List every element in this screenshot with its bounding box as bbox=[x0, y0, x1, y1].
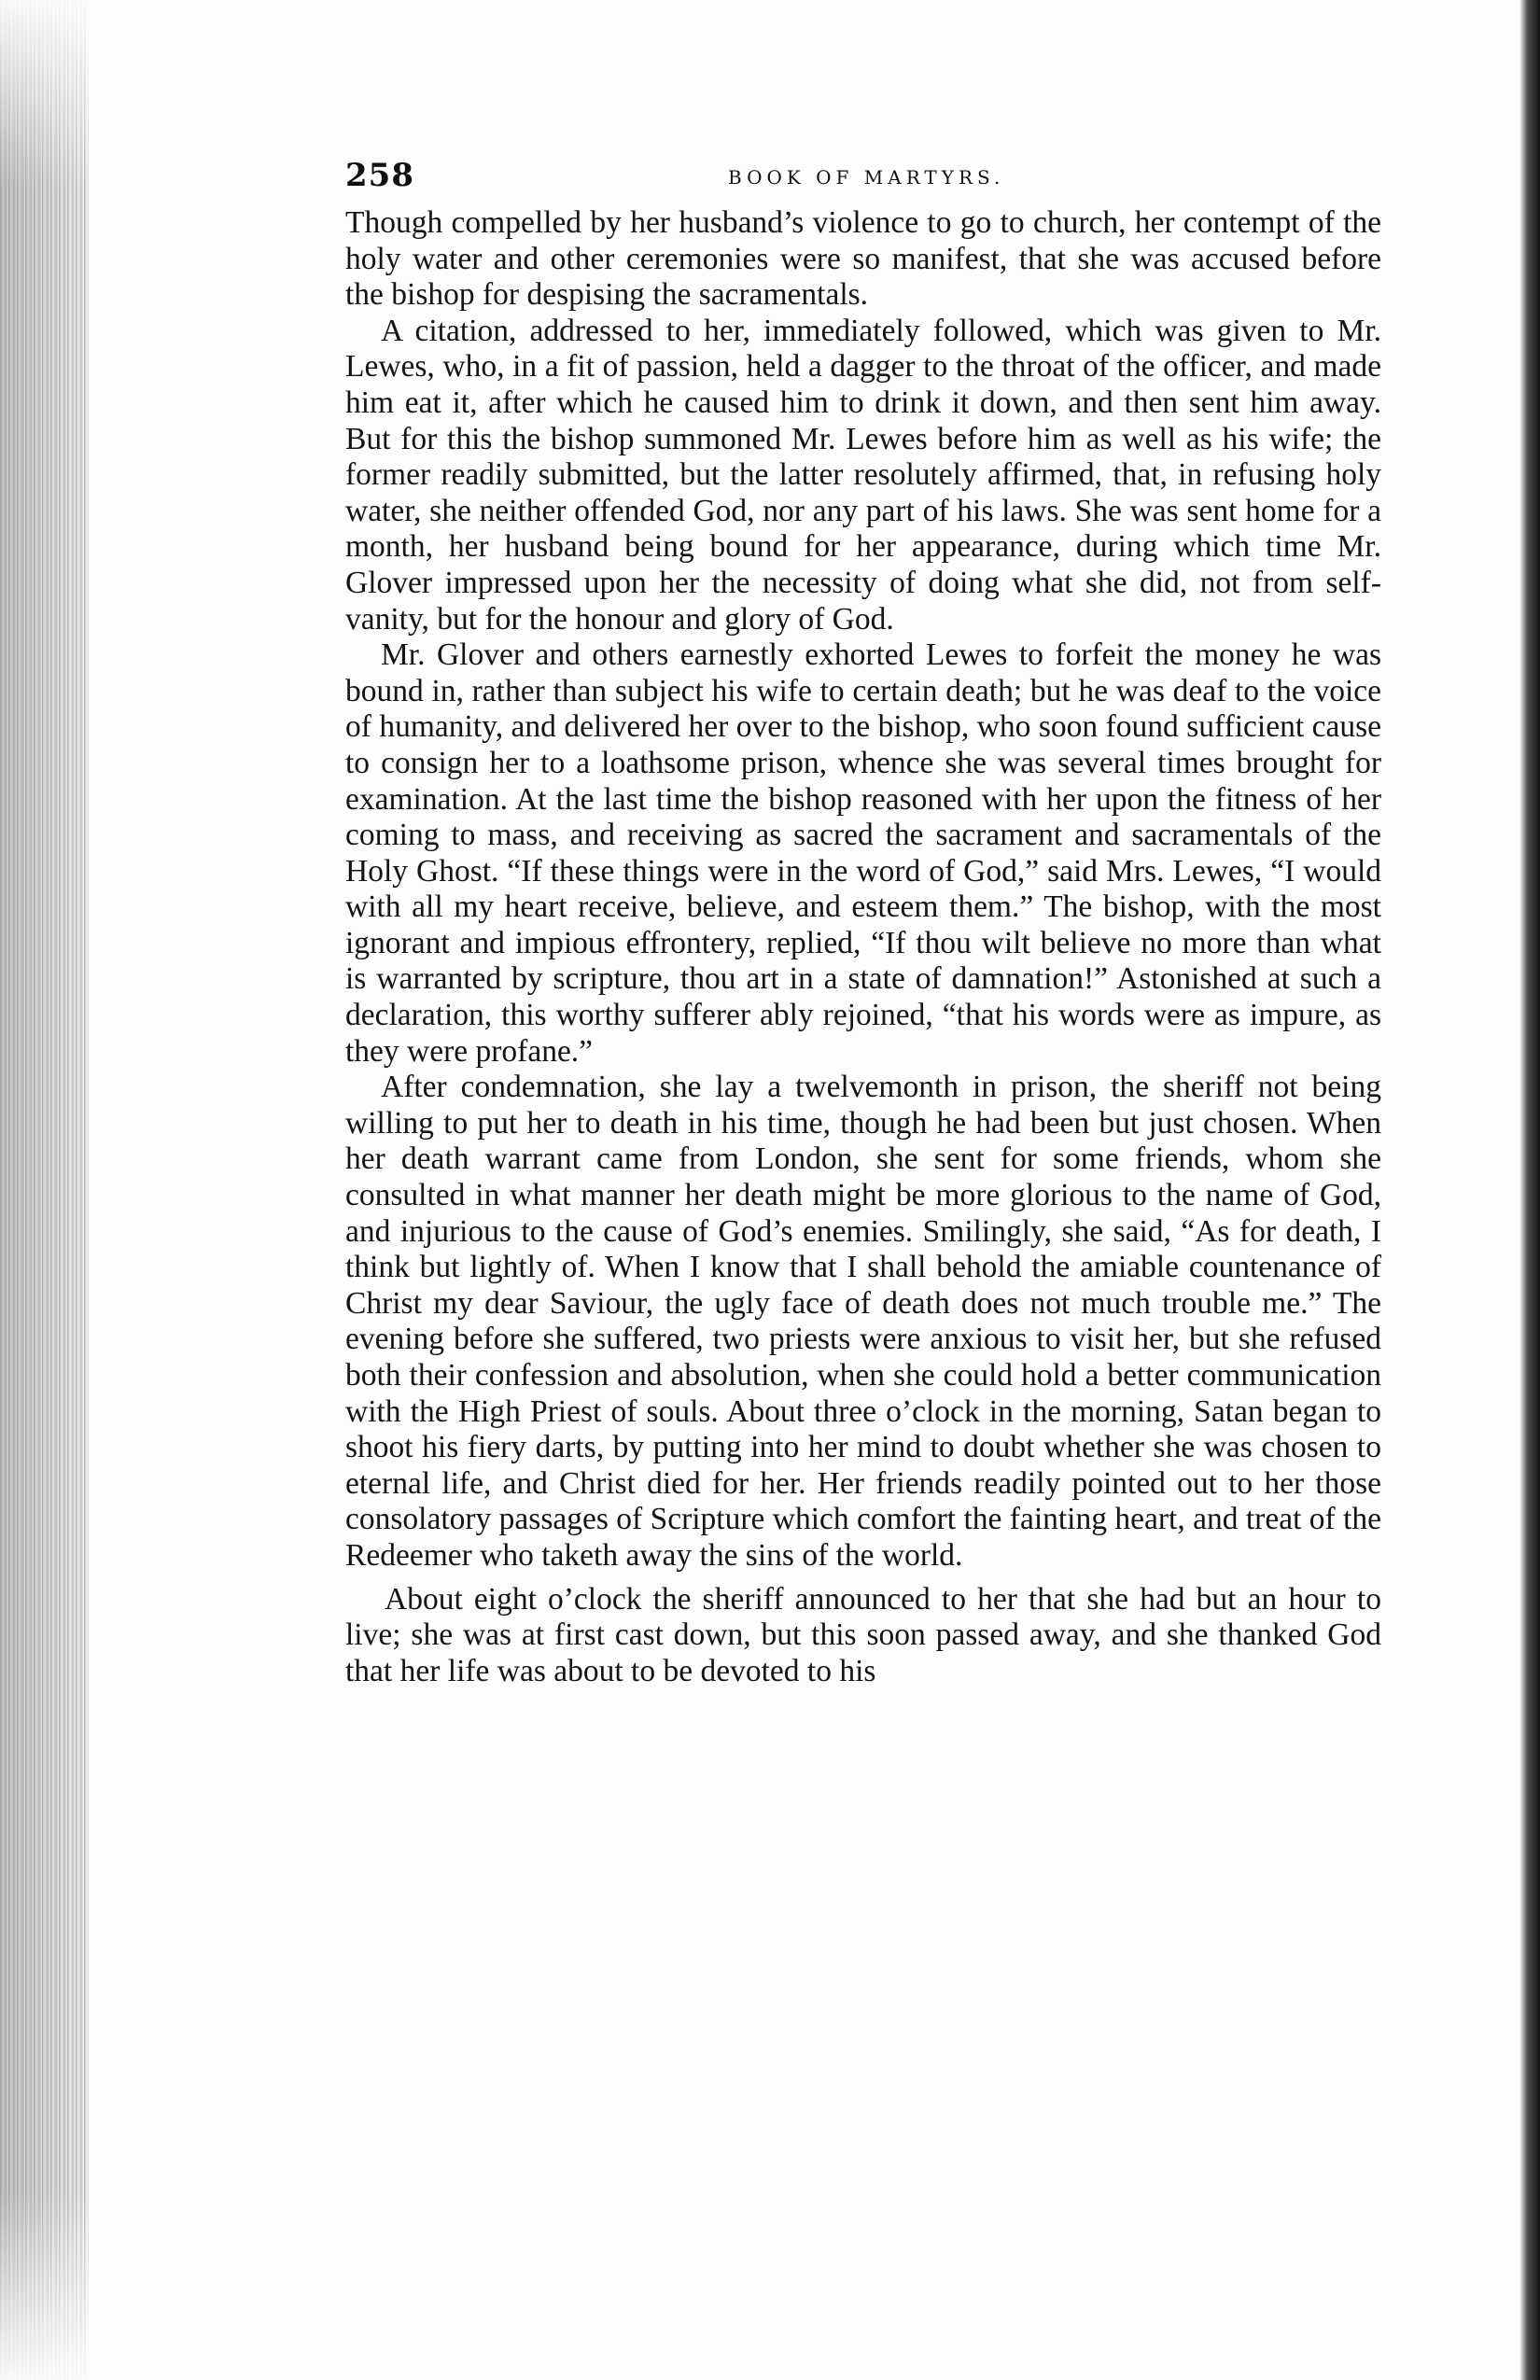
page-edge-shadow bbox=[1519, 0, 1540, 2380]
paragraph: Though compelled by her husband’s violence to go to church, her contempt of the holy water and other ceremonies were so manifest, that she was accused before the bishop for despising the sacramentals. bbox=[345, 205, 1381, 313]
page-number: 258 bbox=[345, 157, 414, 194]
paragraph: After condemnation, she lay a twelvemonth in prison, the sheriff not being willing to put her to death in his time, though he had been but just chosen. When her death warrant came from London, she sent for some friends, whom she consulted in what manner her death might be more glorious to the name of God, and injurious to the cause of God’s enemies. Smilingly, she said, “As for death, I think but lightly of. When I know that I shall behold the amiable countenance of Christ my dear Saviour, the ugly face of death does not much trouble me.” The evening before she suffered, two priests were anxious to visit her, but she refused both their confession and absolution, when she could hold a better communication with the High Priest of souls. About three o’clock in the morning, Satan began to shoot his fiery darts, by putting into her mind to doubt whether she was chosen to eternal life, and Christ died for her. Her friends readily pointed out to her those consolatory passages of Scripture which comfort the fainting heart, and treat of the Redeemer who taketh away the sins of the world. bbox=[345, 1070, 1381, 1573]
paragraph: Mr. Glover and others earnestly exhorted Lewes to forfeit the money he was bound in, rather than subject his wife to certain death; but he was deaf to the voice of humanity, and delivered her over to the bishop, who soon found sufficient cause to consign her to a loathsome prison, whence she was several times brought for examination. At the last time the bishop reasoned with her upon the fitness of her coming to mass, and receiving as sacred the sacrament and sacramentals of the Holy Ghost. “If these things were in the word of God,” said Mrs. Lewes, “I would with all my heart receive, believe, and esteem them.” The bishop, with the most ignorant and impious effrontery, replied, “If thou wilt believe no more than what is warranted by scripture, thou art in a state of damnation!” Astonished at such a declaration, this worthy sufferer ably rejoined, “that his words were as impure, as they were profane.” bbox=[345, 637, 1381, 1069]
body-text bbox=[345, 205, 1381, 1689]
running-head: BOOK OF MARTYRS. bbox=[728, 166, 1005, 189]
paragraph: A citation, addressed to her, immediately followed, which was given to Mr. Lewes, who, in a fit of passion, held a dagger to the throat of the officer, and made him eat it, after which he caused him to drink it down, and then sent him away. But for this the bishop summoned Mr. Lewes before him as well as his wife; the former readily submitted, but the latter resolutely affirmed, that, in refusing holy water, she neither offended God, nor any part of his laws. She was sent home for a month, her husband being bound for her appearance, during which time Mr. Glover impressed upon her the necessity of doing what she did, not from self-vanity, but for the honour and glory of God. bbox=[345, 313, 1381, 637]
page-header bbox=[345, 157, 1381, 202]
paragraph: About eight o’clock the sheriff announced to her that she had but an hour to live; she was at first cast down, but this soon passed away, and she thanked God that her life was about to be devoted to his bbox=[345, 1581, 1381, 1688]
